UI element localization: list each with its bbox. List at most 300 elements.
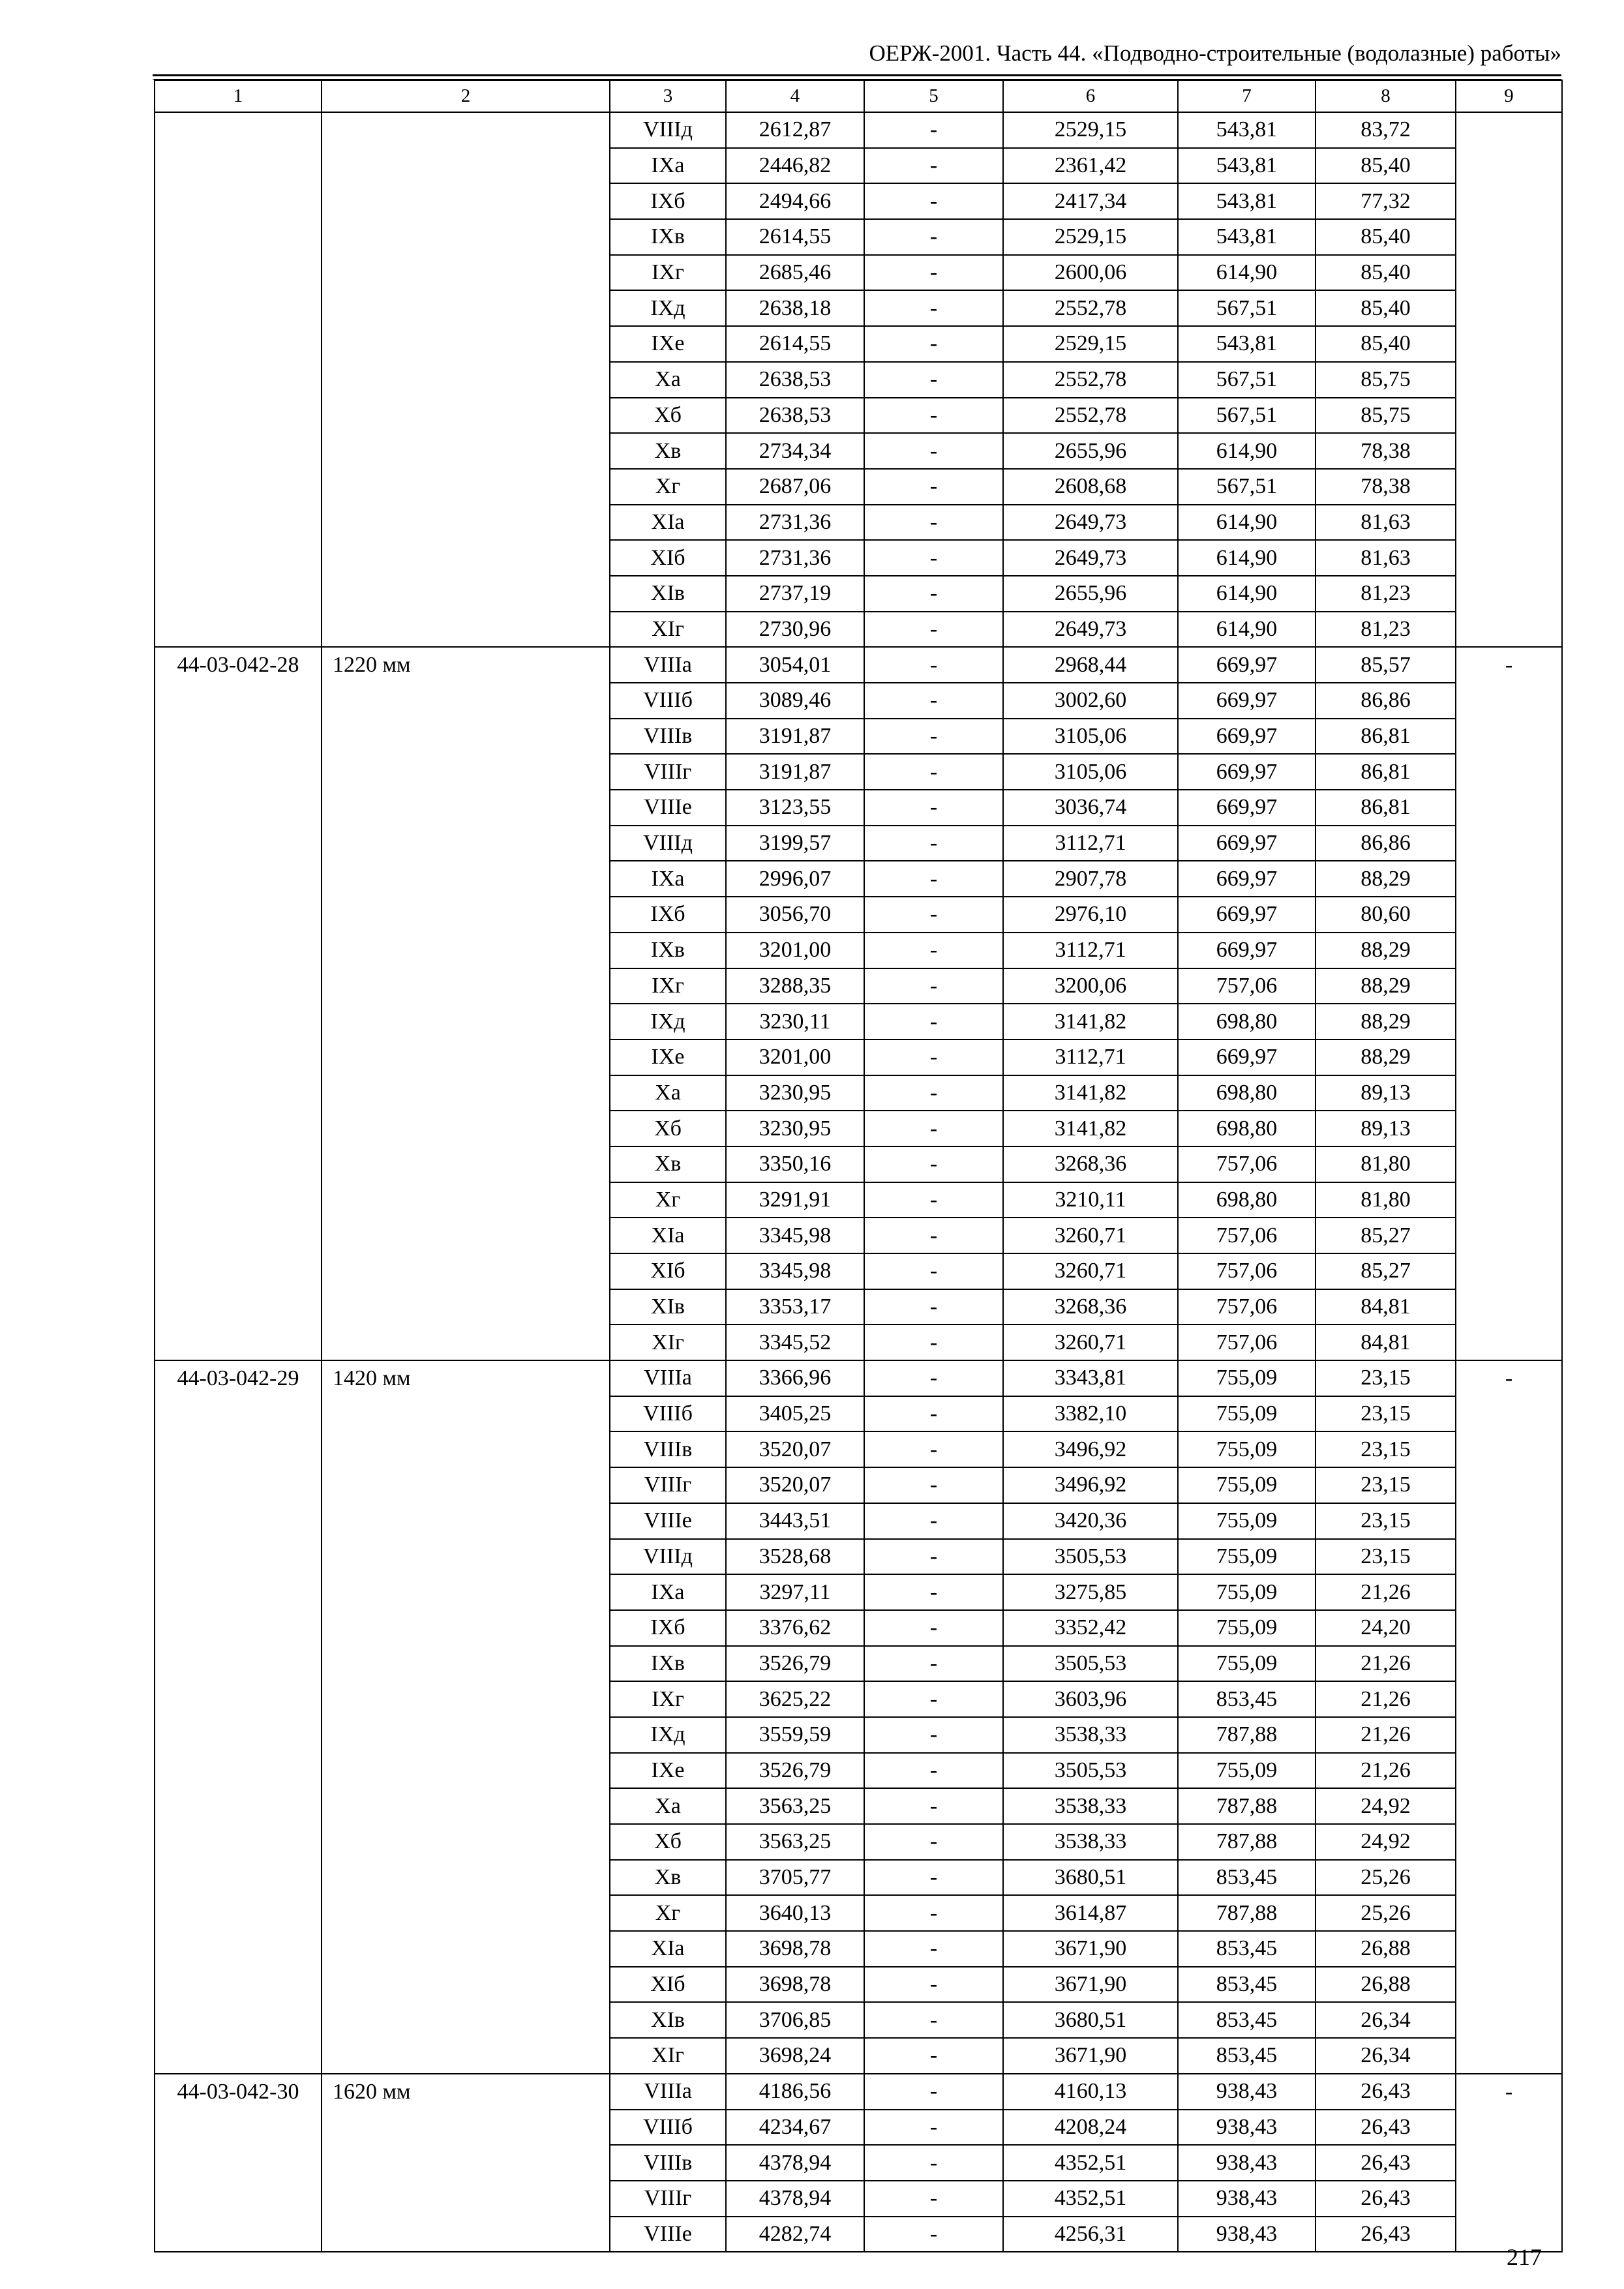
category-cell: VIIIд	[610, 112, 726, 148]
category-cell: IXе	[610, 326, 726, 362]
col5-cell: -	[864, 1539, 1003, 1575]
category-cell: IXе	[610, 1040, 726, 1075]
page-number: 217	[1507, 2244, 1542, 2270]
col5-cell: -	[864, 2217, 1003, 2252]
col6-cell: 2529,15	[1003, 326, 1178, 362]
total-cost-cell: 2638,53	[726, 398, 864, 434]
col5-cell: -	[864, 861, 1003, 897]
col5-cell: -	[864, 2074, 1003, 2110]
rate-code-cell: 44-03-042-29	[155, 1360, 322, 2074]
col7-cell: 787,88	[1178, 1717, 1316, 1753]
total-cost-cell: 3191,87	[726, 719, 864, 755]
col5-cell: -	[864, 1860, 1003, 1896]
total-cost-cell: 3526,79	[726, 1646, 864, 1682]
col8-cell: 88,29	[1316, 1004, 1456, 1040]
col7-cell: 787,88	[1178, 1895, 1316, 1931]
col7-cell: 669,97	[1178, 683, 1316, 719]
total-cost-cell: 4234,67	[726, 2110, 864, 2146]
total-cost-cell: 3201,00	[726, 1040, 864, 1075]
rate-code-cell: 44-03-042-30	[155, 2074, 322, 2252]
col5-cell: -	[864, 1218, 1003, 1253]
col8-cell: 86,81	[1316, 754, 1456, 790]
category-cell: XIг	[610, 612, 726, 648]
total-cost-cell: 4282,74	[726, 2217, 864, 2252]
total-cost-cell: 3698,78	[726, 1967, 864, 2003]
col6-cell: 3505,53	[1003, 1753, 1178, 1789]
col8-cell: 88,29	[1316, 933, 1456, 968]
col7-cell: 614,90	[1178, 433, 1316, 469]
col6-cell: 3268,36	[1003, 1289, 1178, 1325]
category-cell: Xг	[610, 1182, 726, 1218]
col8-cell: 26,34	[1316, 2002, 1456, 2038]
col7-cell: 755,09	[1178, 1503, 1316, 1539]
col7-cell: 938,43	[1178, 2145, 1316, 2181]
total-cost-cell: 3056,70	[726, 897, 864, 933]
col7-cell: 567,51	[1178, 469, 1316, 505]
col6-cell: 2529,15	[1003, 112, 1178, 148]
col6-cell: 3538,33	[1003, 1788, 1178, 1824]
pipe-diameter-cell: 1620 мм	[322, 2074, 610, 2252]
total-cost-cell: 3291,91	[726, 1182, 864, 1218]
col5-cell: -	[864, 255, 1003, 291]
category-cell: Xа	[610, 1075, 726, 1111]
col7-cell: 698,80	[1178, 1111, 1316, 1146]
col6-cell: 4208,24	[1003, 2110, 1178, 2146]
column-header: 8	[1316, 80, 1456, 112]
col5-cell: -	[864, 1324, 1003, 1360]
col6-cell: 3105,06	[1003, 719, 1178, 755]
col8-cell: 23,15	[1316, 1360, 1456, 1396]
category-cell: Xа	[610, 362, 726, 398]
col5-cell: -	[864, 719, 1003, 755]
col5-cell: -	[864, 1396, 1003, 1432]
column-header: 6	[1003, 80, 1178, 112]
total-cost-cell: 3698,24	[726, 2038, 864, 2074]
col8-cell: 26,43	[1316, 2074, 1456, 2110]
col5-cell: -	[864, 897, 1003, 933]
total-cost-cell: 3520,07	[726, 1467, 864, 1503]
total-cost-cell: 4186,56	[726, 2074, 864, 2110]
col6-cell: 3671,90	[1003, 1931, 1178, 1967]
total-cost-cell: 3288,35	[726, 968, 864, 1004]
col6-cell: 3505,53	[1003, 1646, 1178, 1682]
col8-cell: 86,81	[1316, 790, 1456, 826]
category-cell: VIIIв	[610, 2145, 726, 2181]
col5-cell: -	[864, 326, 1003, 362]
col6-cell: 3260,71	[1003, 1218, 1178, 1253]
col5-cell: -	[864, 1788, 1003, 1824]
col6-cell: 3210,11	[1003, 1182, 1178, 1218]
category-cell: VIIIе	[610, 1503, 726, 1539]
col7-cell: 757,06	[1178, 968, 1316, 1004]
col7-cell: 755,09	[1178, 1610, 1316, 1646]
col6-cell: 3352,42	[1003, 1610, 1178, 1646]
col7-cell: 543,81	[1178, 148, 1316, 184]
category-cell: Xв	[610, 433, 726, 469]
category-cell: IXб	[610, 1610, 726, 1646]
category-cell: VIIIе	[610, 2217, 726, 2252]
col6-cell: 3141,82	[1003, 1004, 1178, 1040]
col5-cell: -	[864, 148, 1003, 184]
col6-cell: 3112,71	[1003, 826, 1178, 861]
category-cell: XIб	[610, 1967, 726, 2003]
col8-cell: 85,75	[1316, 362, 1456, 398]
col9-cell: -	[1456, 2074, 1562, 2252]
col5-cell: -	[864, 968, 1003, 1004]
col8-cell: 81,63	[1316, 505, 1456, 541]
col5-cell: -	[864, 2110, 1003, 2146]
document-title: ОЕРЖ-2001. Часть 44. «Подводно-строительные (водолазные) работы»	[869, 40, 1561, 66]
category-cell: VIIIв	[610, 719, 726, 755]
category-cell: Xб	[610, 398, 726, 434]
col5-cell: -	[864, 826, 1003, 861]
col8-cell: 85,40	[1316, 326, 1456, 362]
total-cost-cell: 2612,87	[726, 112, 864, 148]
col8-cell: 81,23	[1316, 612, 1456, 648]
page-header	[153, 38, 1561, 76]
col5-cell: -	[864, 1289, 1003, 1325]
category-cell: IXд	[610, 1717, 726, 1753]
category-cell: VIIIб	[610, 1396, 726, 1432]
col7-cell: 787,88	[1178, 1788, 1316, 1824]
column-header: 1	[155, 80, 322, 112]
col6-cell: 3268,36	[1003, 1146, 1178, 1182]
col7-cell: 567,51	[1178, 362, 1316, 398]
col5-cell: -	[864, 1075, 1003, 1111]
col7-cell: 669,97	[1178, 790, 1316, 826]
col7-cell: 698,80	[1178, 1075, 1316, 1111]
col5-cell: -	[864, 1431, 1003, 1467]
category-cell: IXд	[610, 290, 726, 326]
col7-cell: 543,81	[1178, 112, 1316, 148]
col7-cell: 853,45	[1178, 2038, 1316, 2074]
category-cell: Xв	[610, 1860, 726, 1896]
col6-cell: 2417,34	[1003, 183, 1178, 219]
col8-cell: 26,43	[1316, 2145, 1456, 2181]
total-cost-cell: 2638,53	[726, 362, 864, 398]
total-cost-cell: 2494,66	[726, 183, 864, 219]
col8-cell: 89,13	[1316, 1075, 1456, 1111]
category-cell: XIв	[610, 1289, 726, 1325]
total-cost-cell: 3199,57	[726, 826, 864, 861]
col6-cell: 3141,82	[1003, 1075, 1178, 1111]
col8-cell: 85,57	[1316, 647, 1456, 683]
col7-cell: 614,90	[1178, 255, 1316, 291]
category-cell: XIб	[610, 1253, 726, 1289]
category-cell: IXа	[610, 861, 726, 897]
category-cell: VIIIг	[610, 1467, 726, 1503]
col5-cell: -	[864, 1146, 1003, 1182]
category-cell: XIа	[610, 505, 726, 541]
col8-cell: 25,26	[1316, 1895, 1456, 1931]
col8-cell: 26,88	[1316, 1967, 1456, 2003]
col7-cell: 755,09	[1178, 1360, 1316, 1396]
col7-cell: 669,97	[1178, 933, 1316, 968]
category-cell: VIIIг	[610, 2181, 726, 2217]
col6-cell: 4352,51	[1003, 2145, 1178, 2181]
total-cost-cell: 3230,95	[726, 1111, 864, 1146]
col5-cell: -	[864, 1717, 1003, 1753]
total-cost-cell: 3345,98	[726, 1253, 864, 1289]
category-cell: XIг	[610, 2038, 726, 2074]
total-cost-cell: 3376,62	[726, 1610, 864, 1646]
col7-cell: 938,43	[1178, 2181, 1316, 2217]
col7-cell: 698,80	[1178, 1004, 1316, 1040]
col8-cell: 80,60	[1316, 897, 1456, 933]
col6-cell: 3680,51	[1003, 2002, 1178, 2038]
total-cost-cell: 3230,11	[726, 1004, 864, 1040]
total-cost-cell: 2446,82	[726, 148, 864, 184]
total-cost-cell: 3698,78	[726, 1931, 864, 1967]
col5-cell: -	[864, 1931, 1003, 1967]
total-cost-cell: 3297,11	[726, 1574, 864, 1610]
total-cost-cell: 2996,07	[726, 861, 864, 897]
total-cost-cell: 3640,13	[726, 1895, 864, 1931]
col8-cell: 24,92	[1316, 1788, 1456, 1824]
total-cost-cell: 2737,19	[726, 576, 864, 612]
col6-cell: 2600,06	[1003, 255, 1178, 291]
col9-cell: -	[1456, 1360, 1562, 2074]
col5-cell: -	[864, 2145, 1003, 2181]
col8-cell: 84,81	[1316, 1289, 1456, 1325]
category-cell: VIIIб	[610, 683, 726, 719]
col6-cell: 4256,31	[1003, 2217, 1178, 2252]
col6-cell: 3420,36	[1003, 1503, 1178, 1539]
col6-cell: 3671,90	[1003, 2038, 1178, 2074]
table-body	[155, 112, 1562, 2252]
col7-cell: 755,09	[1178, 1431, 1316, 1467]
total-cost-cell: 3350,16	[726, 1146, 864, 1182]
category-cell: IXг	[610, 255, 726, 291]
col5-cell: -	[864, 754, 1003, 790]
col7-cell: 755,09	[1178, 1646, 1316, 1682]
col5-cell: -	[864, 1967, 1003, 2003]
col7-cell: 698,80	[1178, 1182, 1316, 1218]
col5-cell: -	[864, 1503, 1003, 1539]
col6-cell: 2552,78	[1003, 290, 1178, 326]
total-cost-cell: 2687,06	[726, 469, 864, 505]
col7-cell: 755,09	[1178, 1396, 1316, 1432]
col8-cell: 83,72	[1316, 112, 1456, 148]
col7-cell: 669,97	[1178, 861, 1316, 897]
column-header: 2	[322, 80, 610, 112]
pipe-diameter-cell	[322, 112, 610, 647]
col8-cell: 21,26	[1316, 1753, 1456, 1789]
total-cost-cell: 3705,77	[726, 1860, 864, 1896]
category-cell: XIа	[610, 1931, 726, 1967]
total-cost-cell: 3366,96	[726, 1360, 864, 1396]
col8-cell: 85,40	[1316, 255, 1456, 291]
total-cost-cell: 2638,18	[726, 290, 864, 326]
col6-cell: 2649,73	[1003, 612, 1178, 648]
col7-cell: 755,09	[1178, 1753, 1316, 1789]
col6-cell: 2361,42	[1003, 148, 1178, 184]
col6-cell: 3105,06	[1003, 754, 1178, 790]
col5-cell: -	[864, 2181, 1003, 2217]
col9-cell: -	[1456, 647, 1562, 1360]
category-cell: VIIIд	[610, 1539, 726, 1575]
col8-cell: 21,26	[1316, 1646, 1456, 1682]
total-cost-cell: 3201,00	[726, 933, 864, 968]
col6-cell: 2649,73	[1003, 540, 1178, 576]
col8-cell: 85,27	[1316, 1218, 1456, 1253]
col6-cell: 2649,73	[1003, 505, 1178, 541]
total-cost-cell: 3230,95	[726, 1075, 864, 1111]
table-row	[155, 112, 1562, 148]
col8-cell: 88,29	[1316, 861, 1456, 897]
col8-cell: 24,92	[1316, 1824, 1456, 1860]
col7-cell: 938,43	[1178, 2074, 1316, 2110]
col6-cell: 4352,51	[1003, 2181, 1178, 2217]
col6-cell: 3496,92	[1003, 1431, 1178, 1467]
total-cost-cell: 3345,52	[726, 1324, 864, 1360]
col5-cell: -	[864, 540, 1003, 576]
total-cost-cell: 3520,07	[726, 1431, 864, 1467]
category-cell: VIIIа	[610, 1360, 726, 1396]
col7-cell: 614,90	[1178, 612, 1316, 648]
col5-cell: -	[864, 505, 1003, 541]
col7-cell: 853,45	[1178, 1681, 1316, 1717]
col6-cell: 2655,96	[1003, 576, 1178, 612]
col8-cell: 26,88	[1316, 1931, 1456, 1967]
col8-cell: 81,23	[1316, 576, 1456, 612]
col7-cell: 853,45	[1178, 1860, 1316, 1896]
category-cell: XIв	[610, 576, 726, 612]
rates-table	[154, 80, 1563, 2252]
category-cell: VIIIа	[610, 647, 726, 683]
col5-cell: -	[864, 1111, 1003, 1146]
category-cell: VIIIе	[610, 790, 726, 826]
category-cell: Xг	[610, 1895, 726, 1931]
category-cell: Xб	[610, 1824, 726, 1860]
category-cell: IXб	[610, 183, 726, 219]
col6-cell: 3200,06	[1003, 968, 1178, 1004]
col8-cell: 21,26	[1316, 1574, 1456, 1610]
col7-cell: 787,88	[1178, 1824, 1316, 1860]
col6-cell: 3671,90	[1003, 1967, 1178, 2003]
col5-cell: -	[864, 398, 1003, 434]
col5-cell: -	[864, 683, 1003, 719]
col7-cell: 543,81	[1178, 219, 1316, 255]
col5-cell: -	[864, 576, 1003, 612]
col7-cell: 614,90	[1178, 540, 1316, 576]
col5-cell: -	[864, 1824, 1003, 1860]
col5-cell: -	[864, 1253, 1003, 1289]
col8-cell: 81,80	[1316, 1146, 1456, 1182]
col5-cell: -	[864, 1610, 1003, 1646]
table-row	[155, 2074, 1562, 2110]
pipe-diameter-cell: 1220 мм	[322, 647, 610, 1360]
col7-cell: 669,97	[1178, 754, 1316, 790]
category-cell: IXд	[610, 1004, 726, 1040]
col6-cell: 3002,60	[1003, 683, 1178, 719]
col7-cell: 755,09	[1178, 1539, 1316, 1575]
category-cell: XIб	[610, 540, 726, 576]
rate-code-cell: 44-03-042-28	[155, 647, 322, 1360]
col8-cell: 89,13	[1316, 1111, 1456, 1146]
col5-cell: -	[864, 183, 1003, 219]
column-number-row	[155, 80, 1562, 112]
col6-cell: 3343,81	[1003, 1360, 1178, 1396]
category-cell: XIа	[610, 1218, 726, 1253]
col5-cell: -	[864, 1467, 1003, 1503]
col6-cell: 2552,78	[1003, 362, 1178, 398]
col5-cell: -	[864, 1753, 1003, 1789]
col7-cell: 669,97	[1178, 1040, 1316, 1075]
col7-cell: 755,09	[1178, 1467, 1316, 1503]
total-cost-cell: 3345,98	[726, 1218, 864, 1253]
col7-cell: 853,45	[1178, 1931, 1316, 1967]
col6-cell: 4160,13	[1003, 2074, 1178, 2110]
total-cost-cell: 2685,46	[726, 255, 864, 291]
col5-cell: -	[864, 933, 1003, 968]
col5-cell: -	[864, 1040, 1003, 1075]
category-cell: IXб	[610, 897, 726, 933]
col7-cell: 614,90	[1178, 505, 1316, 541]
col6-cell: 2655,96	[1003, 433, 1178, 469]
pipe-diameter-cell: 1420 мм	[322, 1360, 610, 2074]
col6-cell: 2907,78	[1003, 861, 1178, 897]
category-cell: XIв	[610, 2002, 726, 2038]
col5-cell: -	[864, 469, 1003, 505]
col8-cell: 26,43	[1316, 2110, 1456, 2146]
col5-cell: -	[864, 790, 1003, 826]
col8-cell: 23,15	[1316, 1467, 1456, 1503]
col8-cell: 23,15	[1316, 1396, 1456, 1432]
category-cell: Xб	[610, 1111, 726, 1146]
col5-cell: -	[864, 219, 1003, 255]
category-cell: IXв	[610, 219, 726, 255]
col8-cell: 86,86	[1316, 683, 1456, 719]
col6-cell: 3680,51	[1003, 1860, 1178, 1896]
category-cell: VIIIа	[610, 2074, 726, 2110]
col8-cell: 88,29	[1316, 968, 1456, 1004]
col6-cell: 2552,78	[1003, 398, 1178, 434]
col8-cell: 85,40	[1316, 219, 1456, 255]
col6-cell: 3505,53	[1003, 1539, 1178, 1575]
col8-cell: 26,43	[1316, 2181, 1456, 2217]
col5-cell: -	[864, 612, 1003, 648]
col5-cell: -	[864, 1646, 1003, 1682]
category-cell: VIIIг	[610, 754, 726, 790]
column-header: 3	[610, 80, 726, 112]
col5-cell: -	[864, 1182, 1003, 1218]
total-cost-cell: 3054,01	[726, 647, 864, 683]
col7-cell: 669,97	[1178, 897, 1316, 933]
column-header: 7	[1178, 80, 1316, 112]
category-cell: VIIIд	[610, 826, 726, 861]
col8-cell: 85,75	[1316, 398, 1456, 434]
category-cell: Xа	[610, 1788, 726, 1824]
col8-cell: 21,26	[1316, 1681, 1456, 1717]
total-cost-cell: 3528,68	[726, 1539, 864, 1575]
column-header: 9	[1456, 80, 1562, 112]
table-row	[155, 1360, 1562, 1396]
col7-cell: 543,81	[1178, 183, 1316, 219]
col8-cell: 26,43	[1316, 2217, 1456, 2252]
col7-cell: 757,06	[1178, 1146, 1316, 1182]
col6-cell: 3036,74	[1003, 790, 1178, 826]
category-cell: IXа	[610, 1574, 726, 1610]
col8-cell: 24,20	[1316, 1610, 1456, 1646]
total-cost-cell: 2734,34	[726, 433, 864, 469]
col6-cell: 3112,71	[1003, 933, 1178, 968]
col6-cell: 3260,71	[1003, 1324, 1178, 1360]
col6-cell: 3496,92	[1003, 1467, 1178, 1503]
total-cost-cell: 3353,17	[726, 1289, 864, 1325]
category-cell: XIг	[610, 1324, 726, 1360]
col8-cell: 86,81	[1316, 719, 1456, 755]
